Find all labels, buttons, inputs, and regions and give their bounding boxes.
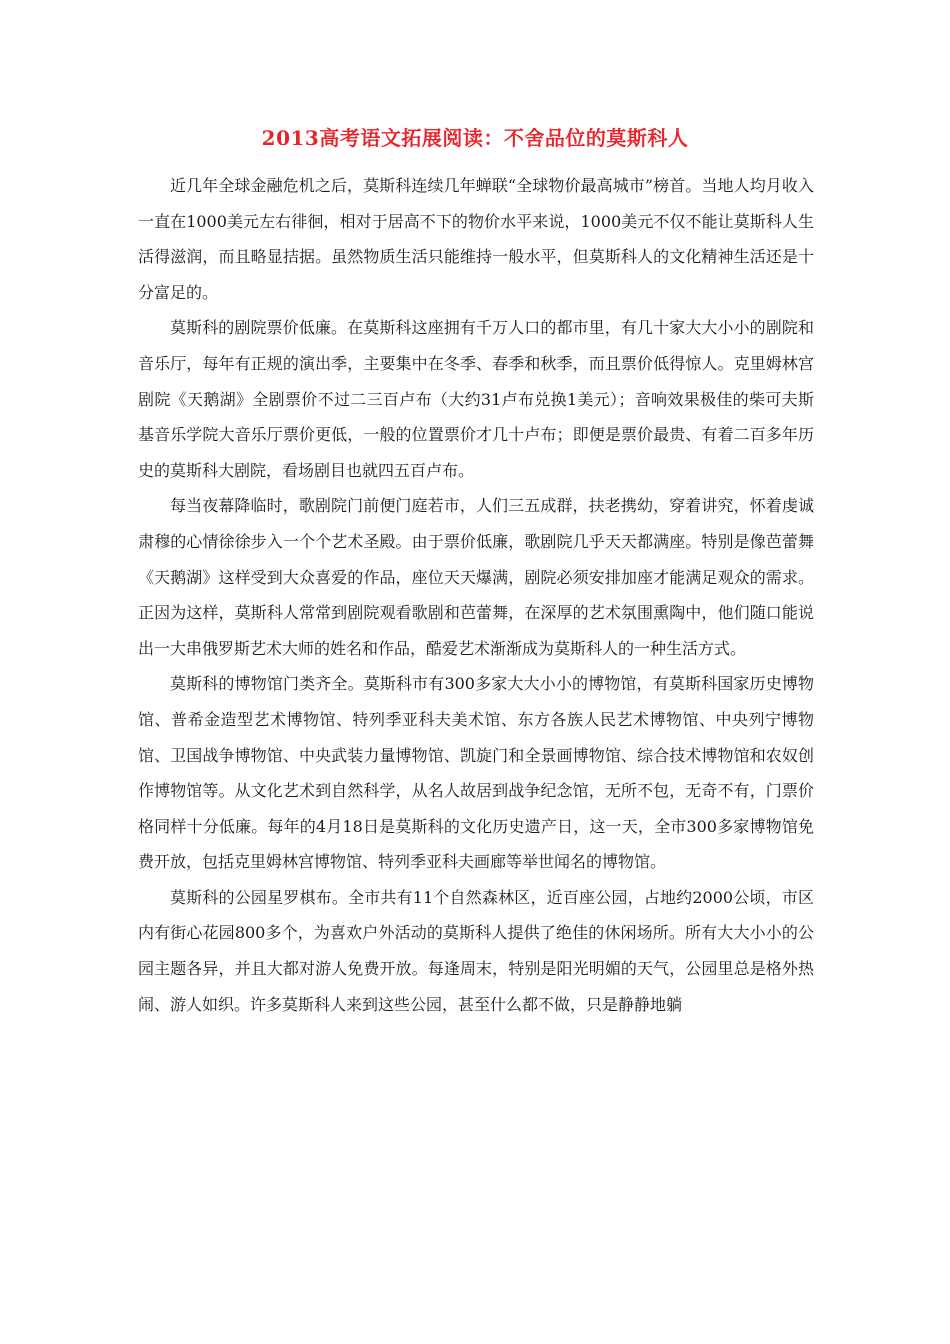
paragraph: 莫斯科的公园星罗棋布。全市共有11个自然森林区，近百座公园，占地约2000公顷，市区内有街心花园800多个，为喜欢户外活动的莫斯科人提供了绝佳的休闲场所。所有大大小小的公园主题各异，并且大都对游人免费开放。每逢周末，特别是阳光明媚的天气，公园里总是格外热闹、游人如织。许多莫斯科人来到这些公园，甚至什么都不做，只是静静地躺 — [138, 887, 814, 1014]
document-body — [138, 168, 814, 1022]
paragraph: 近几年全球金融危机之后，莫斯科连续几年蝉联“全球物价最高城市”榜首。当地人均月收入一直在1000美元左右徘徊，相对于居高不下的物价水平来说，1000美元不仅不能让莫斯科人生活得滋润，而且略显拮据。虽然物质生活只能维持一般水平，但莫斯科人的文化精神生活还是十分富足的。 — [138, 176, 814, 302]
paragraph: 莫斯科的博物馆门类齐全。莫斯科市有300多家大大小小的博物馆，有莫斯科国家历史博物馆、普希金造型艺术博物馆、特列季亚科夫美术馆、东方各族人民艺术博物馆、中央列宁博物馆、卫国战争博物馆、中央武装力量博物馆、凯旋门和全景画博物馆、综合技术博物馆和农奴创作博物馆等。从文化艺术到自然科学，从名人故居到战争纪念馆，无所不包，无奇不有，门票价格同样十分低廉。每年的4月18日是莫斯科的文化历史遗产日，这一天，全市300多家博物馆免费开放，包括克里姆林宫博物馆、特列季亚科夫画廊等举世闻名的博物馆。 — [138, 674, 814, 872]
document-title: 2013高考语文拓展阅读：不舍品位的莫斯科人 — [261, 126, 689, 150]
paragraph: 莫斯科的剧院票价低廉。在莫斯科这座拥有千万人口的都市里，有几十家大大小小的剧院和音乐厅，每年有正规的演出季，主要集中在冬季、春季和秋季，而且票价低得惊人。克里姆林宫剧院《天鹅湖》全剧票价不过二三百卢布（大约31卢布兑换1美元）；音响效果极佳的柴可夫斯基音乐学院大音乐厅票价更低，一般的位置票价才几十卢布；即便是票价最贵、有着二百多年历史的莫斯科大剧院，看场剧目也就四五百卢布。 — [138, 318, 814, 480]
paragraph: 每当夜幕降临时，歌剧院门前便门庭若市，人们三五成群，扶老携幼，穿着讲究，怀着虔诚肃穆的心情徐徐步入一个个艺术圣殿。由于票价低廉，歌剧院几乎天天都满座。特别是像芭蕾舞《天鹅湖》这样受到大众喜爱的作品，座位天天爆满，剧院必须安排加座才能满足观众的需求。正因为这样，莫斯科人常常到剧院观看歌剧和芭蕾舞，在深厚的艺术氛围熏陶中，他们随口能说出一大串俄罗斯艺术大师的姓名和作品，酷爱艺术渐渐成为莫斯科人的一种生活方式。 — [138, 496, 814, 658]
